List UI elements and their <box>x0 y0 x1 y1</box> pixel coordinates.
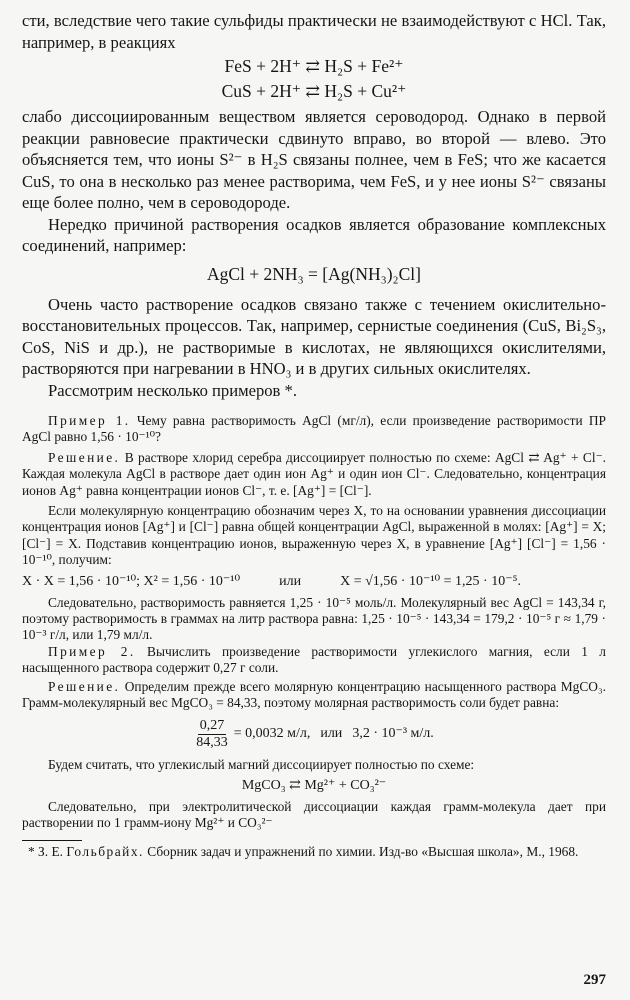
footnote-author: Гольбрайх. <box>66 843 144 859</box>
reaction-equation: FeS + 2H⁺ ⇄ H₂S + Fe²⁺ <box>224 56 404 76</box>
paragraph: Рассмотрим несколько примеров *. <box>48 380 297 400</box>
paragraph: сти, вследствие чего такие сульфиды практически не взаимодействуют с HCl. Так, например, в реакциях <box>22 11 606 52</box>
examples-section <box>22 413 606 832</box>
paragraph: слабо диссоциированным веществом является сероводород. Однако в первой реакции равновесие практически сдвинуто вправо, во второй — влево. Это объясняется тем, что ионы S²⁻ в H₂S связаны полнее, чем в FeS; что же касается CuS, то она в несколько раз менее растворима, чем FeS, и у нее ионы S²⁻ связаны еще более полно, чем в сероводороде. <box>22 107 606 212</box>
solution-1 <box>22 450 606 499</box>
paragraph: Следовательно, при электролитической диссоциации каждая грамм-молекула дает при растворении по 1 грамм-иону Mg²⁺ и CO₃²⁻ <box>22 798 606 831</box>
calc-step: X · X = 1,56 · 10⁻¹⁰; <box>22 573 141 589</box>
main-text <box>22 10 606 401</box>
solution-label: Решение. <box>48 678 121 694</box>
example-text: Чему равна растворимость AgCl (мг/л), если произведение растворимости ПР AgCl равно 1,56 · 10⁻¹⁰? <box>22 413 607 445</box>
fraction-result: = 0,0032 м/л, <box>233 725 311 741</box>
reaction-equation: MgCO₃ ⇄ Mg²⁺ + CO₃²⁻ <box>241 777 387 793</box>
fraction-numerator: 0,27 <box>199 717 225 733</box>
footnote <box>22 844 606 861</box>
paragraph: Нередко причиной растворения осадков является образование комплексных соединений, например: <box>22 214 606 255</box>
example-label: Пример 2. <box>48 643 136 659</box>
reaction-equation: AgCl + 2NH₃ = [Ag(NH₃)₂Cl] <box>207 263 421 284</box>
page-number: 297 <box>583 972 606 988</box>
calc-step: X = √1,56 · 10⁻¹⁰ = 1,25 · 10⁻⁵. <box>340 573 521 589</box>
reaction-equation: CuS + 2H⁺ ⇄ H₂S + Cu²⁺ <box>221 81 407 101</box>
paragraph: Если молекулярную концентрацию обозначим через X, то на основании уравнения диссоциации концентрация ионов [Ag⁺] и [Cl⁻] равна общей концентрации AgCl, выраженной в молях: [Ag⁺] = X; [Cl⁻] = X. Подставив концентрацию ионов, выраженную через X, в уравнение [Ag⁺] [Cl⁻] = 1,56 · 10⁻¹⁰, получим: <box>22 503 606 568</box>
fraction <box>194 718 230 751</box>
solution-text: В растворе хлорид серебра диссоциирует полностью по схеме: AgCl ⇄ Ag⁺ + Cl⁻. Каждая молекула AgCl в растворе дает один ион Ag⁺ и один ион Cl⁻. Следовательно, концентрация ионов Ag⁺ равна концентрации ионов Cl⁻, т. е. [Ag⁺] = [Cl⁻]. <box>22 449 606 498</box>
fraction-calculation <box>22 718 606 751</box>
reaction-block <box>22 55 606 103</box>
example-text: Вычислить произведение растворимости углекислого магния, если 1 л насыщенного раствора содержит 0,27 г соли. <box>22 643 606 676</box>
solution-2 <box>22 679 606 712</box>
footnote-text: Сборник задач и упражнений по химии. Изд-во «Высшая школа», М., 1968. <box>147 843 579 859</box>
fraction-alt: 3,2 · 10⁻³ м/л. <box>352 725 434 741</box>
solution-text: Определим прежде всего молярную концентрацию насыщенного раствора MgCO₃. Грамм-молекулярный вес MgCO₃ = 84,33, поэтому молярная растворимость соли будет равна: <box>22 678 606 711</box>
footnote-mark: * З. Е. <box>28 843 63 859</box>
calc-or: или <box>279 573 302 589</box>
paragraph: Будем считать, что углекислый магний диссоциирует полностью по схеме: <box>48 756 475 772</box>
fraction-denominator: 84,33 <box>196 734 228 750</box>
footnote-divider <box>22 840 82 841</box>
paragraph: Очень часто растворение осадков связано также с течением окислительно-восстановительных процессов. Так, например, сернистые соединения (CuS, Bi₂S₃, CoS, NiS и др.), не растворимые в кислотах, не являющихся окислителями, растворяются при нагревании в HNO₃ и в других сильных окислителях. <box>22 294 606 378</box>
example-1 <box>22 413 606 446</box>
calc-step: X² = 1,56 · 10⁻¹⁰ <box>143 573 241 589</box>
example-2 <box>22 644 606 677</box>
paragraph: Следовательно, растворимость равняется 1,25 · 10⁻⁵ моль/л. Молекулярный вес AgCl = 143,34 г, поэтому растворимость в граммах на литр раствора равна: 1,25 · 10⁻⁵ · 143,34 = 179,2 · 10⁻⁵ г ≈ 1,79 · 10⁻³ г/л, или 1,79 мл/л. <box>22 594 606 643</box>
fraction-or: или <box>320 725 343 741</box>
calculation-line <box>22 573 606 591</box>
example-label: Пример 1. <box>48 413 131 428</box>
solution-label: Решение. <box>48 449 121 465</box>
